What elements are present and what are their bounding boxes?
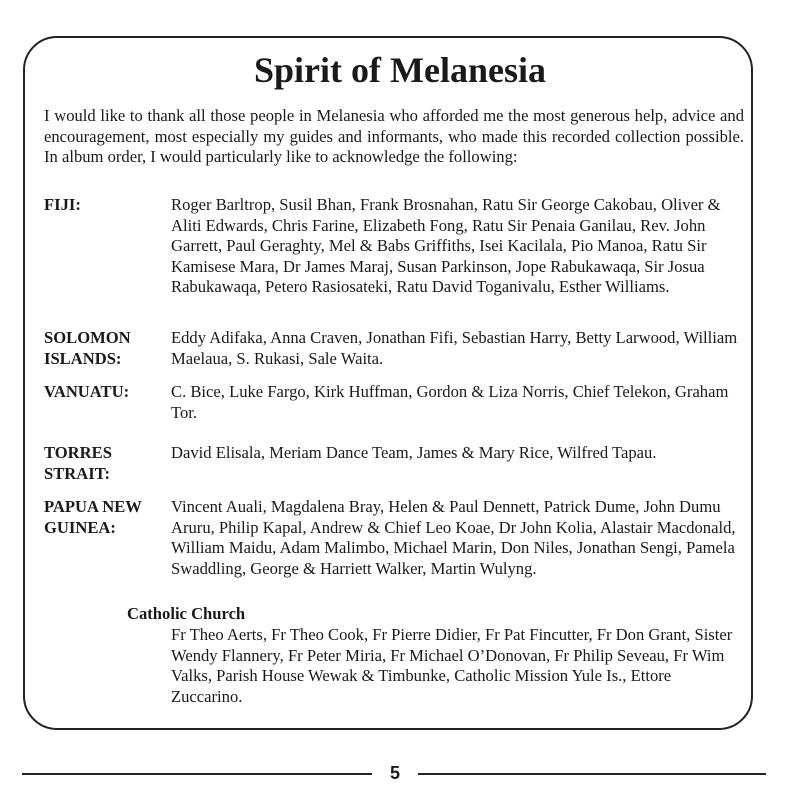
- names-list: Vincent Auali, Magdalena Bray, Helen & Paul Dennett, Patrick Dume, John Dumu Aruru, Philip Kapal, Andrew & Chief Leo Koae, Dr John Kolia, Alastair Macdonald, William Maidu, Adam Malimbo, Michael Marin, Don Niles, Jonathan Sengi, Pamela Swaddling, George & Harriett Walker, Martin Wulyng.: [171, 497, 736, 578]
- region-label: VANUATU:: [44, 382, 130, 401]
- page-number: 5: [389, 763, 400, 783]
- footer-rule-left: [22, 773, 372, 775]
- footer-rule-right: [418, 773, 766, 775]
- names-list: Fr Theo Aerts, Fr Theo Cook, Fr Pierre Didier, Fr Pat Fincutter, Fr Don Grant, Sister Wendy Flannery, Fr Peter Miria, Fr Michael O’Donovan, Fr Philip Seveau, Fr Wim Valks, Parish House Wewak & Timbunke, Catholic Mission Yule Is., Ettore Zuccarino.: [171, 625, 733, 706]
- names-list: C. Bice, Luke Fargo, Kirk Huffman, Gordon & Liza Norris, Chief Telekon, Graham Tor.: [171, 382, 729, 422]
- intro-paragraph: I would like to thank all those people in Melanesia who afforded me the most generous help, advice and encouragement, most especially my guides and informants, who made this recorded collection possible. In album order, I would particularly like to acknowledge the following:: [44, 106, 744, 166]
- region-label: TORRES STRAIT:: [44, 443, 112, 483]
- region-label: FIJI:: [44, 195, 81, 214]
- names-list: David Elisala, Meriam Dance Team, James & Mary Rice, Wilfred Tapau.: [171, 443, 657, 462]
- names-list: Roger Barltrop, Susil Bhan, Frank Brosnahan, Ratu Sir George Cakobau, Oliver & Aliti Edwards, Chris Farine, Elizabeth Fong, Ratu Sir Penaia Ganilau, Rev. John Garrett, Paul Geraghty, Mel & Babs Griffiths, Isei Kacilala, Pio Manoa, Ratu Sir Kamisese Mara, Dr James Maraj, Susan Parkinson, Jope Rabukawaqa, Sir Josua Rabukawaqa, Petero Rasiosateki, Ratu David Toganivalu, Esther Williams.: [171, 195, 721, 296]
- region-label: PAPUA NEW GUINEA:: [44, 497, 142, 537]
- page-title: Spirit of Melanesia: [254, 50, 546, 90]
- catholic-church-heading: Catholic Church: [127, 604, 246, 623]
- names-list: Eddy Adifaka, Anna Craven, Jonathan Fifi, Sebastian Harry, Betty Larwood, William Maelaua, S. Rukasi, Sale Waita.: [171, 328, 738, 368]
- region-label: SOLOMON ISLANDS:: [44, 328, 131, 368]
